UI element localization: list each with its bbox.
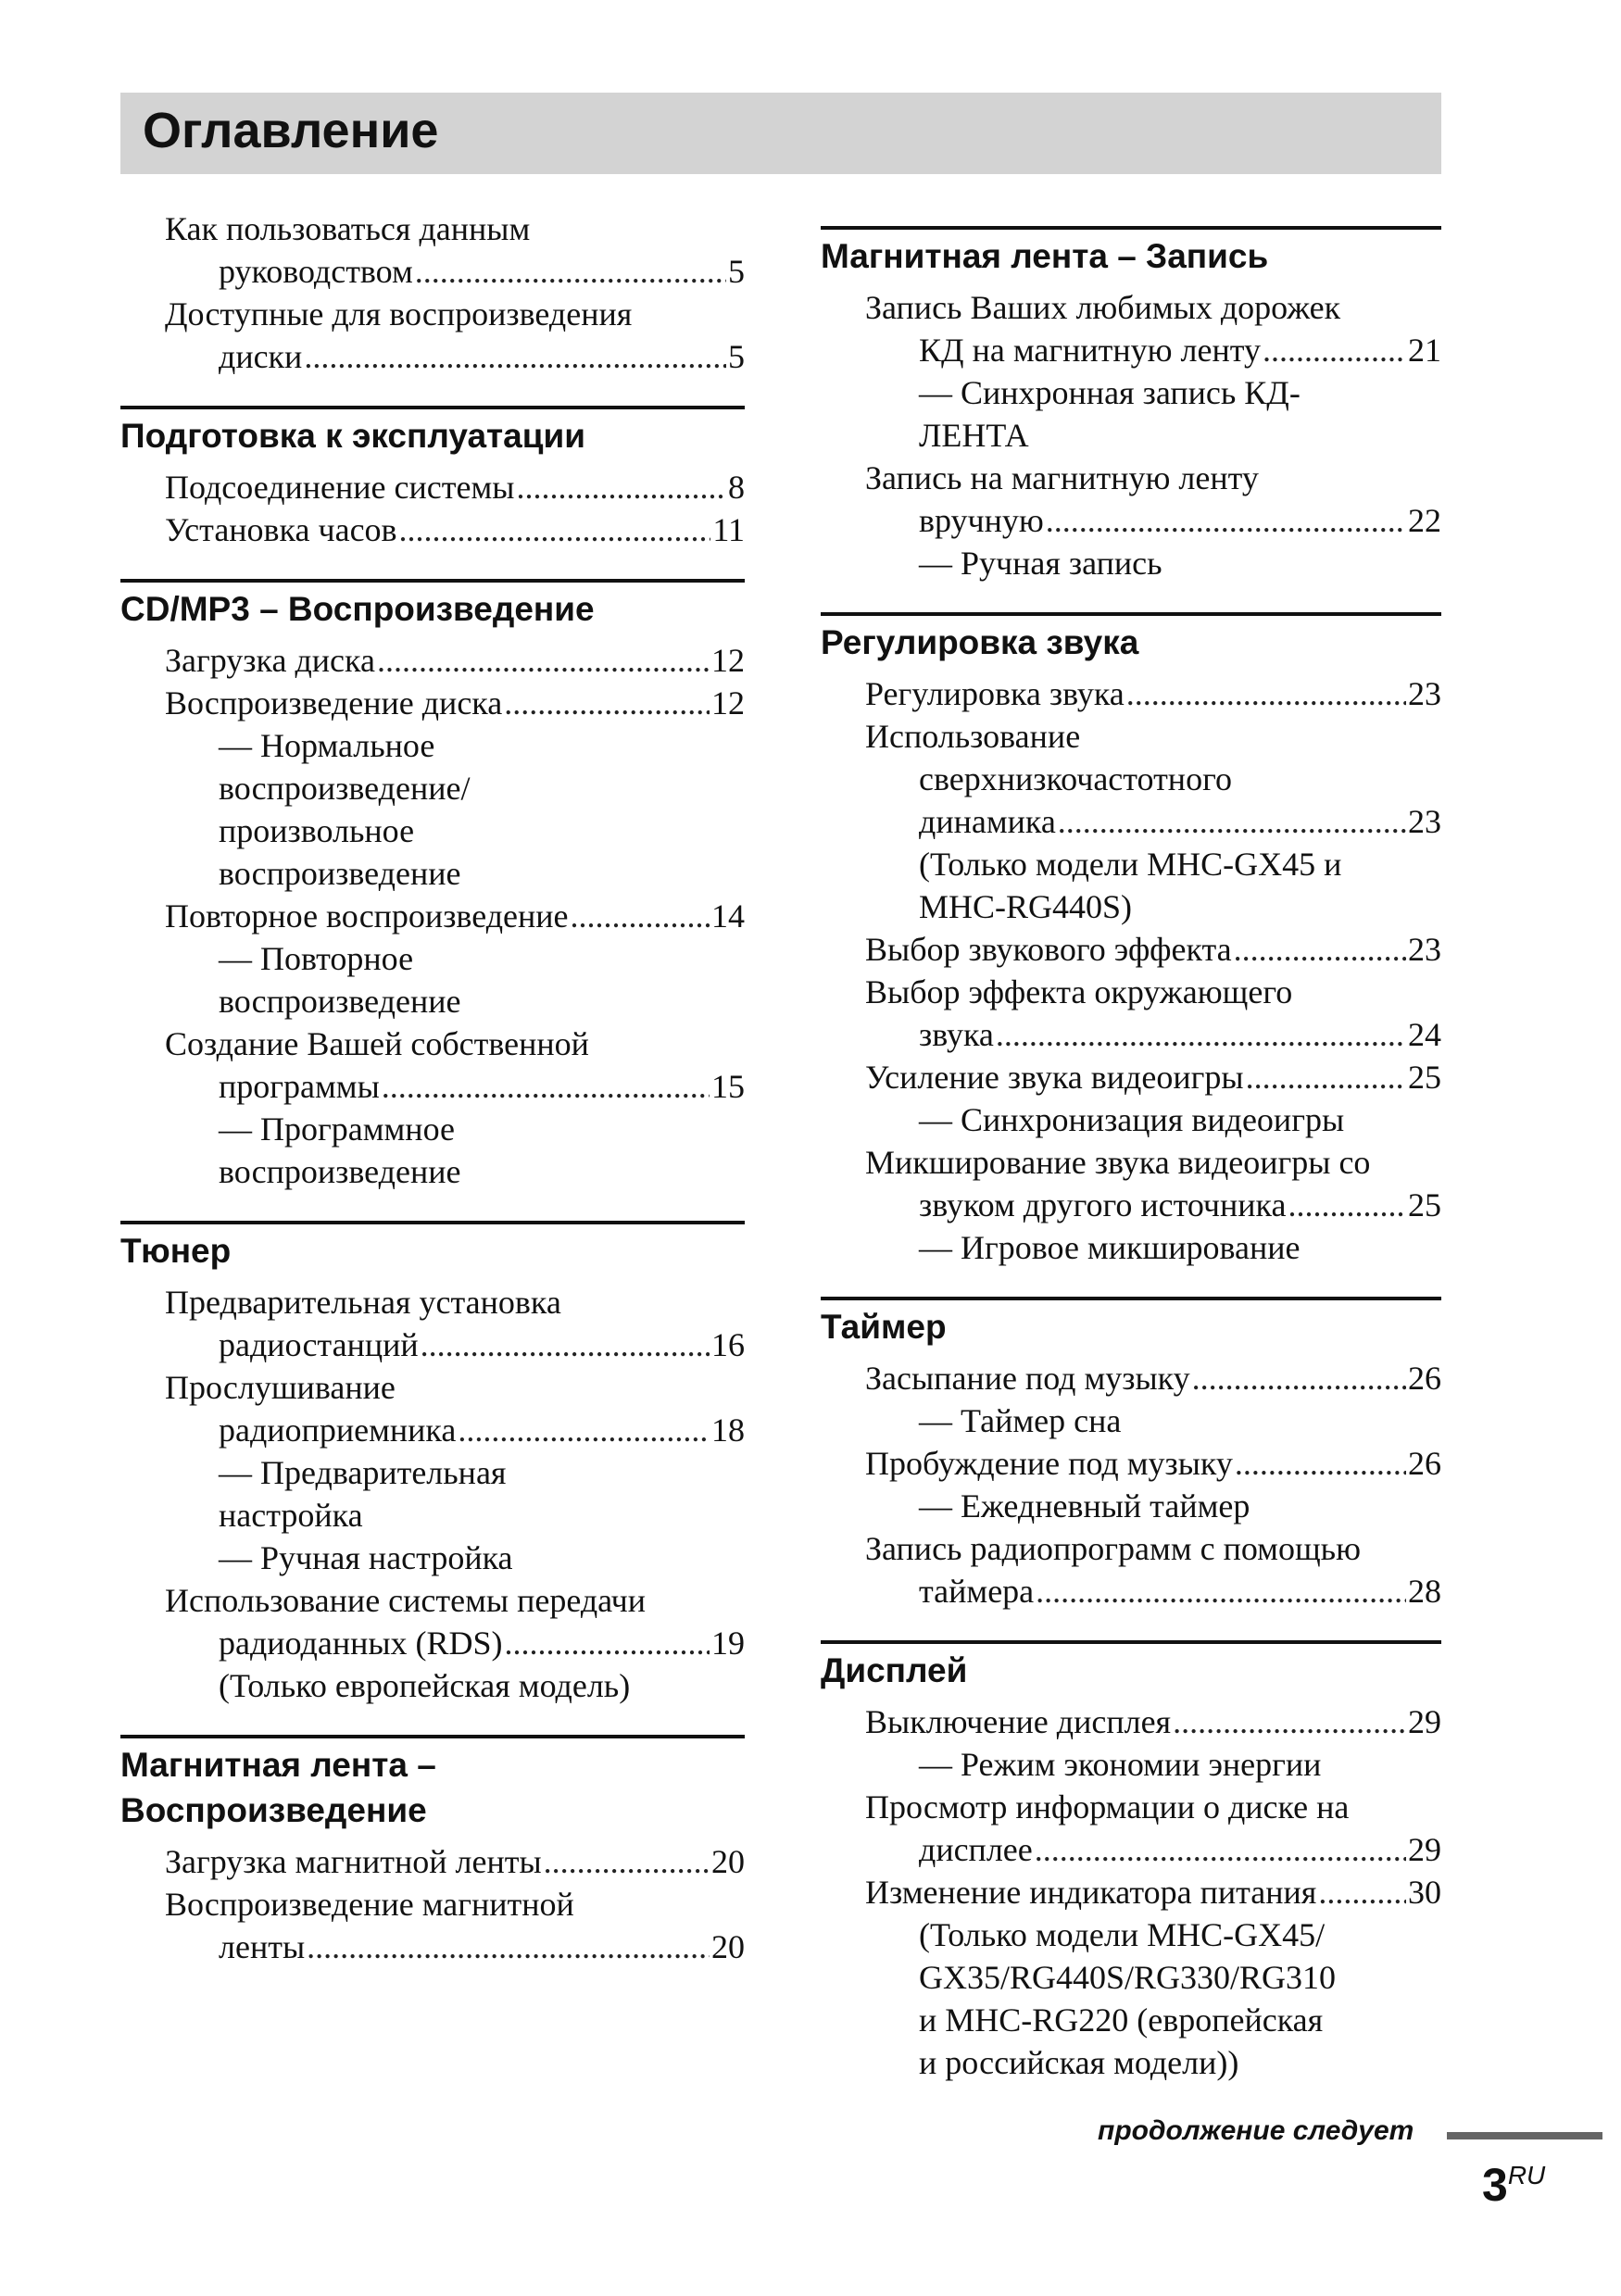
toc-entry-text: КД на магнитную ленту [919,332,1261,369]
toc-entry-row [865,1357,1441,1399]
continued-rule [1447,2132,1602,2139]
toc-entry-text: звука [919,1016,994,1053]
toc-page-number: 26 [1408,1360,1441,1397]
toc-entry-row [219,1065,745,1108]
dot-leader [1318,1871,1406,1913]
section-heading-line: Регулировка звука [821,623,1139,661]
toc-note-line: — Синхронная запись КД- [919,374,1301,411]
toc-entry-row [165,466,745,508]
toc-entry-text: Изменение индикатора питания [865,1874,1317,1911]
toc-entry [821,1700,1441,1743]
toc-entry [120,895,745,937]
dot-leader [1173,1700,1406,1743]
section-heading-line: Таймер [821,1308,947,1346]
toc-entry [120,1023,745,1108]
toc-entry-row [919,1570,1441,1612]
toc-entry [120,207,745,293]
toc-entry-line: Просмотр информации о диске на [865,1788,1350,1826]
toc-note-line: воспроизведение [219,983,461,1020]
toc-page-number: 19 [711,1625,745,1662]
toc-entry-text: дисплее [919,1831,1033,1868]
toc-entry-text: радиоприемника [219,1411,457,1449]
dot-leader [996,1013,1406,1056]
dot-leader [421,1324,710,1366]
toc-note-line: GX35/RG440S/RG330/RG310 [919,1959,1337,1996]
toc-entry-row [865,1056,1441,1098]
toc-entry [821,1442,1441,1485]
toc-note-line: и MHC-RG220 (европейская [919,2001,1324,2039]
dot-leader [1058,800,1406,843]
dot-leader [382,1065,710,1108]
toc-entry-line: Запись радиопрограмм с помощью [865,1530,1361,1567]
toc-entry [821,1786,1441,1871]
toc-entry-row [165,682,745,724]
toc-entry-row [919,800,1441,843]
section-heading [821,612,1441,665]
page-title: Оглавление [143,103,439,158]
toc-entry-text: Выключение дисплея [865,1703,1172,1740]
toc-entry-text: руководством [219,253,413,290]
toc-entry-row [165,895,745,937]
toc-entry-text: ленты [219,1928,306,1965]
toc-entry-line: Доступные для воспроизведения [165,295,633,332]
toc-entry-text: Выбор звукового эффекта [865,931,1232,968]
toc-entry-row [219,1622,745,1664]
toc-entry-row [919,329,1441,371]
dot-leader [516,466,726,508]
toc-note-line: — Режим экономии энергии [919,1746,1322,1783]
toc-page-number: 25 [1408,1059,1441,1096]
toc-page-number: 18 [711,1411,745,1449]
toc-entry-row [919,1184,1441,1226]
toc-entry [120,1281,745,1366]
section-heading-line: Магнитная лента – Запись [821,237,1269,275]
dot-leader [307,1926,710,1968]
section-heading [821,1640,1441,1693]
toc-entry [120,466,745,508]
dot-leader [1192,1357,1406,1399]
toc-page-number: 22 [1408,502,1441,539]
toc-note-line: (Только модели MHC-GX45 и [919,846,1342,883]
toc-entry [821,457,1441,542]
toc-entry-text: радиоданных (RDS) [219,1625,503,1662]
toc-entry-row [865,1442,1441,1485]
toc-note-line: — Таймер сна [919,1402,1122,1439]
toc-entry-row [165,508,745,551]
dot-leader [458,1409,710,1451]
toc-entry-line: Предварительная установка [165,1284,561,1321]
section-heading [821,1297,1441,1349]
toc-entry-line: сверхнизкочастотного [919,760,1232,797]
toc-page-number: 11 [712,511,745,548]
toc-entry-text: Засыпание под музыку [865,1360,1190,1397]
page-number-value: 3 [1482,2159,1508,2211]
dot-leader [544,1840,710,1883]
section-heading [821,226,1441,279]
toc-entry-row [165,639,745,682]
toc-entry-text: динамика [919,803,1056,840]
toc-note-line: ЛЕНТА [919,417,1029,454]
toc-entry-line: Микширование звука видеоигры со [865,1144,1371,1181]
toc-entry-row [219,1324,745,1366]
toc-entry-text: Загрузка диска [165,642,375,679]
toc-entry [120,1883,745,1968]
toc-entry [120,682,745,724]
toc-entry-text: звуком другого источника [919,1186,1287,1223]
toc-entry-text: Загрузка магнитной ленты [165,1843,542,1880]
toc-note-line: воспроизведение/ [219,770,471,807]
toc-page-number: 25 [1408,1186,1441,1223]
toc-page-number: 21 [1408,332,1441,369]
section-heading [120,1735,745,1833]
toc-entry-text: вручную [919,502,1044,539]
dot-leader [1288,1184,1406,1226]
dot-leader [1126,672,1406,715]
toc-note-line: — Повторное [219,940,414,977]
toc-entry [821,1871,1441,1913]
toc-entry-text: Пробуждение под музыку [865,1445,1233,1482]
section-heading [120,406,745,458]
toc-page-number: 29 [1408,1831,1441,1868]
toc-entry-text: радиостанций [219,1326,419,1363]
section-heading [120,1221,745,1273]
toc-entry [821,1527,1441,1612]
toc-entry [821,286,1441,371]
toc-note-line: произвольное [219,812,415,849]
toc-note-line: (Только модели MHC-GX45/ [919,1916,1326,1953]
toc-note-line: и российская модели)) [919,2044,1239,2081]
toc-page-number: 24 [1408,1016,1441,1053]
toc-note-line: — Игровое микширование [919,1229,1301,1266]
toc-page-number: 20 [711,1928,745,1965]
toc-entry-text: Подсоединение системы [165,469,515,506]
toc-entry-row [165,1840,745,1883]
dot-leader [304,335,726,378]
toc-page-number: 5 [728,338,745,375]
toc-entry-row [865,928,1441,971]
toc-entry-row [919,1828,1441,1871]
dot-leader [399,508,711,551]
toc-note-line: — Нормальное [219,727,435,764]
toc-entry-row [865,672,1441,715]
toc-entry-line: Выбор эффекта окружающего [865,973,1293,1010]
dot-leader [1035,1828,1406,1871]
toc-entry-row [865,1871,1441,1913]
toc-entry [821,1056,1441,1098]
toc-entry-row [219,250,745,293]
page-number [1482,2158,1545,2212]
toc-note-line: — Ручная запись [919,545,1162,582]
toc-page-number: 15 [711,1068,745,1105]
toc-page-number: 23 [1408,931,1441,968]
dot-leader [1246,1056,1406,1098]
toc-entry-text: Усиление звука видеоигры [865,1059,1244,1096]
toc-entry-line: Как пользоваться данным [165,210,531,247]
toc-page-number: 20 [711,1843,745,1880]
toc-entry-text: Воспроизведение диска [165,684,503,721]
toc-page-number: 26 [1408,1445,1441,1482]
dot-leader [1036,1570,1406,1612]
toc-note-line: воспроизведение [219,1153,461,1190]
toc-entry-line: Использование системы передачи [165,1582,647,1619]
dot-leader [1235,1442,1406,1485]
toc-entry-row [919,499,1441,542]
toc-entry-text: программы [219,1068,380,1105]
toc-entry-row [219,1409,745,1451]
toc-entry-line: Запись Ваших любимых дорожек [865,289,1341,326]
dot-leader [1263,329,1406,371]
toc-page-number: 29 [1408,1703,1441,1740]
toc-note-line: настройка [219,1497,363,1534]
toc-entry-row [219,1926,745,1968]
toc-entry-text: Повторное воспроизведение [165,897,569,935]
dot-leader [415,250,726,293]
dot-leader [1046,499,1406,542]
toc-page-number: 12 [711,642,745,679]
toc-entry [120,1840,745,1883]
section-heading-line: Магнитная лента – [120,1746,436,1784]
toc-entry-text: таймера [919,1573,1035,1610]
toc-entry-line: Запись на магнитную ленту [865,459,1259,496]
toc-entry [821,715,1441,843]
section-heading-line: Воспроизведение [120,1791,427,1829]
toc-entry [821,928,1441,971]
section-heading-line: Дисплей [821,1651,968,1689]
continued-label: продолжение следует [1098,2115,1414,2146]
section-heading-line: Подготовка к эксплуатации [120,417,585,455]
dot-leader [504,682,710,724]
toc-entry [821,672,1441,715]
toc-note-line: (Только европейская модель) [219,1667,631,1704]
toc-entry-line: Использование [865,718,1081,755]
toc-note-line: — Ежедневный таймер [919,1487,1250,1524]
toc-note-line: воспроизведение [219,855,461,892]
toc-page-number: 12 [711,684,745,721]
toc-entry-text: Установка часов [165,511,397,548]
toc-page-number: 8 [728,469,745,506]
dot-leader [505,1622,710,1664]
toc-note-line: — Синхронизация видеоигры [919,1101,1345,1138]
toc-page-number: 14 [711,897,745,935]
toc-page-number: 30 [1408,1874,1441,1911]
toc-entry [120,293,745,378]
toc-entry-row [865,1700,1441,1743]
toc-page-number: 28 [1408,1573,1441,1610]
toc-note-line: — Ручная настройка [219,1539,513,1576]
toc-entry [120,1579,745,1664]
dot-leader [571,895,710,937]
section-heading-line: Тюнер [120,1232,232,1270]
toc-note-line: MHC-RG440S) [919,888,1133,925]
section-heading-line: CD/MP3 – Воспроизведение [120,590,595,628]
dot-leader [377,639,710,682]
section-heading [120,579,745,632]
toc-note-line: — Предварительная [219,1454,507,1491]
dot-leader [1234,928,1406,971]
toc-entry [120,639,745,682]
toc-page-number: 16 [711,1326,745,1363]
toc-entry-line: Прослушивание [165,1369,396,1406]
toc-note-line: — Программное [219,1110,455,1148]
toc-page-number: 23 [1408,803,1441,840]
page-suffix: RU [1507,2161,1546,2189]
title-bar [120,93,1441,174]
toc-entry [821,1141,1441,1226]
toc-entry-line: Воспроизведение магнитной [165,1886,574,1923]
toc-entry [120,508,745,551]
toc-page-number: 5 [728,253,745,290]
toc-page-number: 23 [1408,675,1441,712]
toc-entry [120,1366,745,1451]
toc-entry-row [919,1013,1441,1056]
toc-entry-text: Регулировка звука [865,675,1125,712]
toc-entry-line: Создание Вашей собственной [165,1025,589,1062]
toc-entry [821,971,1441,1056]
toc-entry [821,1357,1441,1399]
toc-entry-text: диски [219,338,303,375]
toc-entry-row [219,335,745,378]
